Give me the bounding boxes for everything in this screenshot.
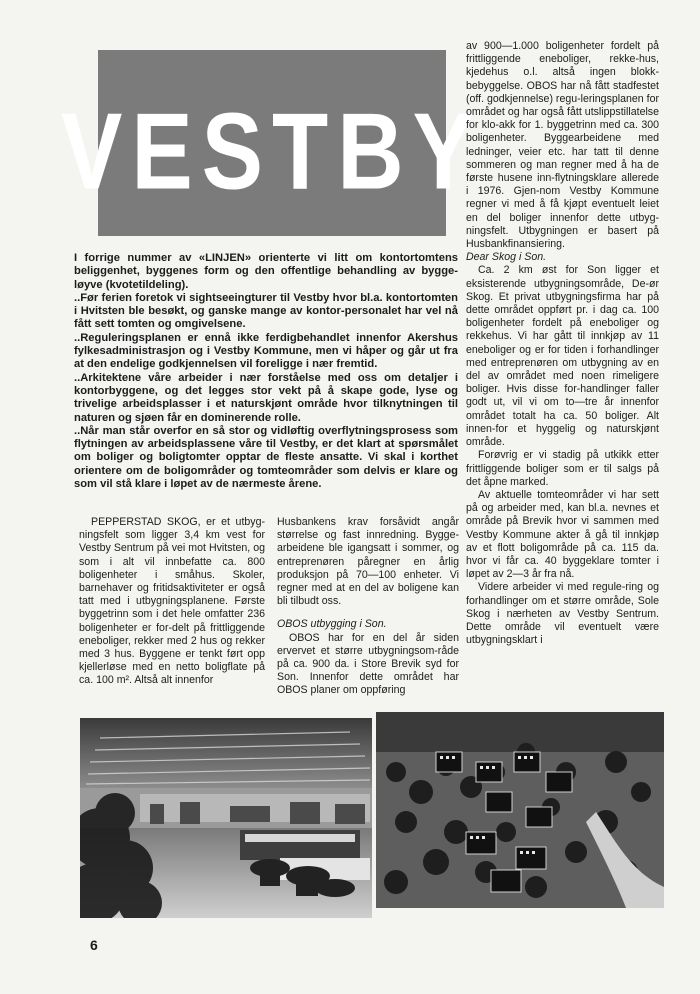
page-number: 6: [90, 937, 98, 953]
paragraph: av 900—1.000 boligenheter fordelt på frittliggende eneboliger, rekke-hus, kjedehus o.l. altså ingen blokk-bebyggelse. OBOS har nå fått stadfestet (off. godkjennelse) regu-leringsplanen for området og har også fått utslippstillatelse for klo-akk for 1. byggetrinn med ca. 300 boligenheter. Byggearbeidene med ledninger, veier etc. har tatt til denne sommeren og man regner med å ha de første husene inn-flytningsklare allerede i 1976. Gjen-nom Vestby Kommune regner vi med å få kjøpt eventuelt leiet en del boliger innenfor dette utbyg-ningsfelt. Utbygningen er basert på Husbankfinansiering.: [466, 40, 659, 251]
office-photo: [80, 718, 372, 918]
model-photo: [376, 712, 664, 908]
paragraph: Videre arbeider vi med regule-ring og forhandlinger om et større område, Sole Skog i nærheten av Vestby Sentrum. Dette område vil eventuelt være utbygningsklart i: [466, 581, 659, 647]
intro-paragraph: ..Reguleringsplanen er ennå ikke ferdigbehandlet innenfor Akershus fylkesadministrasjon og i Vestby Kommune, men vi håper og går ut fra at den endelige godkjennelsen vil foreligge i nær fremtid.: [74, 331, 458, 371]
paragraph: Av aktuelle tomteområder vi har sett på og arbeider med, kan bl.a. nevnes et område på Brevik hvor vi sammen med Vestby Kommune akter å gå til innkjøp av et flott boligområde på ca. 115 da. hvor vi får ca. 40 byggeklare tomter i løpet av 2—3 år fra nå.: [466, 488, 659, 581]
intro-text: [74, 252, 458, 491]
intro-paragraph: ..Før ferien foretok vi sightseeingturer til Vestby hvor bl.a. kontortomten i Hvitsten ble besøkt, og ganske mange av kontor-personalet har vel nå fått sett tomten og omgivelsene.: [74, 291, 458, 331]
paragraph: PEPPERSTAD SKOG, er et utbyg-ningsfelt som ligger 3,4 km vest for Vestby Sentrum på vei mot Hvitsten, og som i alt vil innbefatte ca. 800 boligenheter i småhus. Skoler, barnehaver og fritidsaktiviteter er også tatt med i utbygningsplanene. Første byggetrinn som i det hele omfatter 236 boligenheter er for-delt på frittliggende eneboliger, rekker med 2 hus og rekker med 3 hus. Byggene er tenkt ført opp kjellerløse med en netto boligflate på ca. 100 m². Altså alt innenfor: [79, 516, 265, 687]
paragraph: OBOS har for en del år siden ervervet et større utbygningsom-råde på ca. 900 da. i Store Brevik syd for Son. Innenfor dette området har OBOS planer om oppføring: [277, 631, 459, 697]
title-block: [60, 50, 484, 236]
right-column: [466, 40, 659, 647]
intro-paragraph: I forrige nummer av «LINJEN» orienterte vi litt om kontortomtens beliggenhet, byggenes form og den offentlige behandling av bygge-løyve (kvotetildeling).: [74, 252, 458, 291]
article-title: VESTBY: [60, 91, 484, 212]
section-heading: Dear Skog i Son.: [466, 251, 547, 264]
bottom-middle-column: [277, 516, 459, 698]
paragraph: Forøvrig er vi stadig på utkikk etter frittliggende boliger som er til salgs på det åpne marked.: [466, 449, 659, 488]
paragraph: Husbankens krav forsåvidt angår størrelse og fast innredning. Bygge-arbeidene ble igangsatt i sommer, og entreprenøren påregner en årlig produksjon på 70—100 enheter. Vi regner med at en del av boligene kan bli tilbudt oss.: [277, 516, 459, 608]
section-heading: OBOS utbygging i Son.: [277, 618, 387, 631]
intro-paragraph: ..Arkitektene våre arbeider i nær forståelse med oss om detaljer i kontorbyggene, og det legges stor vekt på å skape gode, lyse og trivelige arbeidsplasser i et naturskjønt område hvor tilknytningen til naturen og sjøen får en dominerende rolle.: [74, 371, 458, 424]
bottom-left-column: [79, 516, 265, 688]
paragraph: Ca. 2 km øst for Son ligger et eksisterende utbygningsområde, De-ør Skog. Et privat utbygningsfirma har på dette området oppført pr. i dag ca. 100 boligenheter fordelt på eneboliger og rekkehus. Vi har gått til innkjøp av 11 eneboliger og er for tiden i forhandlinger med entreprenøren om utbygning av en del av området med noen rimeligere boliger. Hvis disse for-handlinger faller godt ut, vil vi om to—tre år innenfor området totalt ha ca. 50 boliger. Alt innen-for et hyggelig og naturskjønt område.: [466, 264, 659, 449]
intro-paragraph: ..Når man står overfor en så stor og vidløftig overflytningsprosess som flytningen av arbeidsplassene våre til Vestby, er det klart at spørsmålet om boliger og boligtomter opptar de fleste ansatte. Vi skal i korthet orientere om de boligområder og tomteområder som delvis er klare og som vil stå klare i løpet av de nærmeste årene.: [74, 424, 458, 491]
